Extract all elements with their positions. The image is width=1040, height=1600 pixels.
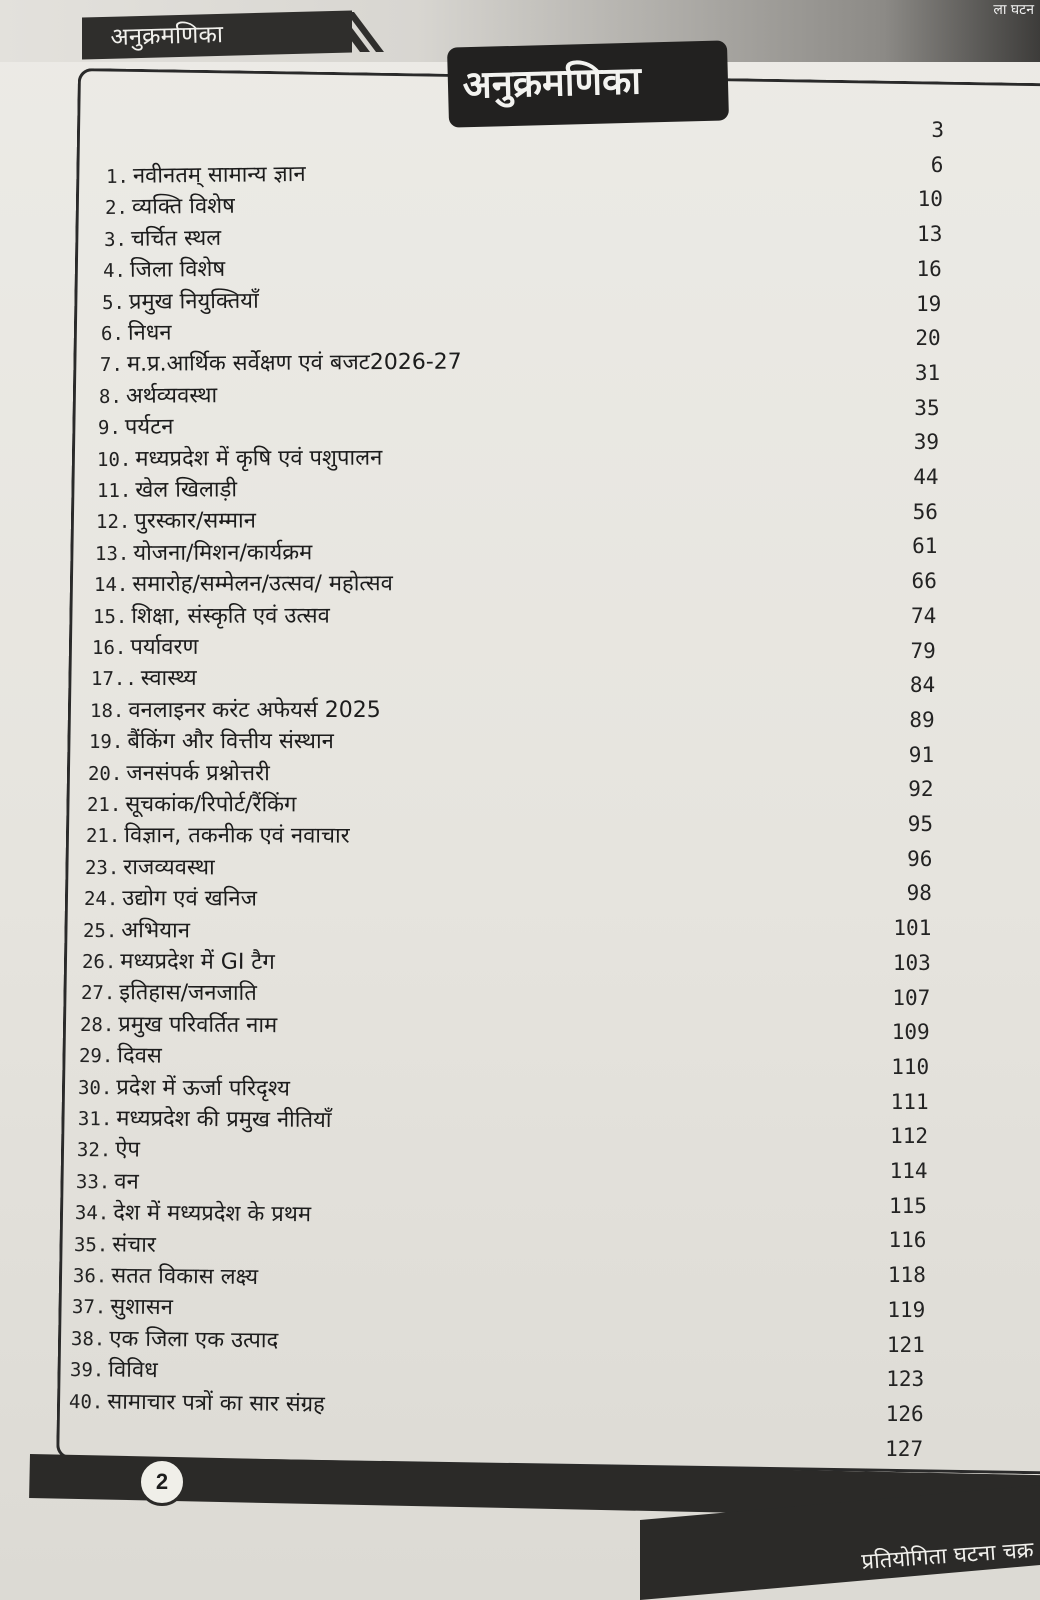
toc-item-title: नवीनतम् सामान्य ज्ञान: [132, 161, 306, 189]
toc-page-number: 79: [910, 638, 936, 663]
toc-item-number: 6.: [101, 322, 125, 345]
toc-item: [99, 379, 217, 410]
toc-item: [73, 1259, 258, 1291]
toc-item-number: 21.: [86, 794, 122, 817]
toc-item-number: 4.: [103, 259, 127, 283]
toc-item: [92, 631, 198, 661]
toc-item: [94, 567, 393, 598]
toc-page-number: 127: [885, 1436, 924, 1461]
toc-item-number: 26.: [82, 951, 117, 974]
toc-page-number: 44: [913, 465, 939, 489]
toc-item-number: 30.: [78, 1076, 113, 1099]
toc-item-number: 36.: [72, 1265, 108, 1288]
toc-item-number: 1.: [105, 165, 130, 188]
toc-item: [91, 662, 197, 692]
toc-item: [85, 851, 215, 881]
toc-item-number: 10.: [97, 448, 132, 471]
toc-item-title: खेल खिलाड़ी: [134, 477, 237, 503]
toc-item: [105, 190, 235, 221]
toc-item: [81, 976, 257, 1007]
toc-item-title: जिला विशेष: [129, 257, 226, 283]
toc-item-number: 13.: [94, 542, 129, 565]
toc-item-number: 35.: [73, 1233, 109, 1256]
toc-item: [90, 694, 381, 724]
toc-item-number: 2.: [104, 197, 129, 220]
toc-item-number: 29.: [79, 1045, 114, 1068]
toc-page-number: 35: [914, 395, 940, 420]
toc-item: [89, 725, 334, 755]
toc-item-number: 16.: [91, 636, 127, 659]
toc-item: [101, 316, 172, 347]
toc-item: [95, 536, 312, 567]
toc-item-title: बैंकिंग और वित्तीय संस्थान: [127, 729, 334, 755]
toc-item-number: 27.: [81, 982, 116, 1005]
toc-page-number: 16: [916, 256, 942, 281]
toc-item-title: दिवस: [117, 1043, 163, 1069]
toc-item: [80, 1008, 277, 1039]
toc-item-title: देश में मध्यप्रदेश के प्रथम: [112, 1200, 311, 1228]
toc-page-number: 96: [907, 846, 933, 871]
toc-item-title: पर्यटन: [125, 414, 174, 441]
toc-item-number: 9.: [98, 417, 122, 440]
toc-item-title: जनसंपर्क प्रश्नोत्तरी: [126, 760, 270, 786]
toc-item-title: उद्योग एवं खनिज: [122, 886, 258, 912]
toc-page-number: 107: [892, 985, 931, 1010]
toc-page-number: 123: [886, 1367, 925, 1392]
toc-item-title: सामाचार पत्रों का सार संग्रह: [107, 1389, 325, 1418]
toc-page-number: 31: [914, 360, 941, 385]
toc-item-number: 23.: [85, 856, 120, 879]
toc-page-number: 20: [915, 326, 941, 351]
toc-page-number: 89: [909, 707, 935, 732]
toc-item: [84, 882, 257, 913]
toc-page-number: 103: [892, 950, 931, 975]
toc-item-number: 21.: [86, 825, 121, 848]
toc-item-title: सतत विकास लक्ष्य: [110, 1263, 258, 1291]
toc-item: [88, 757, 270, 787]
toc-item-title: सूचकांक/रिपोर्ट/रैंकिंग: [125, 792, 297, 818]
toc-item-number: 25.: [83, 919, 118, 942]
toc-item-number: 34.: [74, 1202, 110, 1225]
toc-item: [86, 819, 350, 850]
toc-item-number: 24.: [84, 888, 119, 911]
toc-item-title: मध्यप्रदेश में कृषि एवं पशुपालन: [135, 445, 383, 472]
toc-item-number: 14.: [93, 574, 129, 597]
toc-page-number: 119: [887, 1297, 926, 1322]
toc-item-number: 38.: [70, 1327, 106, 1351]
toc-item-number: 33.: [75, 1170, 111, 1194]
toc-page-number: 112: [890, 1124, 929, 1149]
toc-item-title: विविध: [108, 1357, 158, 1384]
toc-page-number: 6: [930, 152, 944, 177]
toc-item-title: इतिहास/जनजाति: [119, 980, 258, 1007]
toc-item-title: संचार: [111, 1231, 156, 1258]
toc-item-number: 20.: [87, 762, 123, 785]
toc-page-number: 121: [886, 1332, 925, 1357]
toc-item-title: पुरस्कार/सम्मान: [133, 508, 256, 535]
toc-item-title: ऐप: [114, 1137, 140, 1163]
toc-item-title: मध्यप्रदेश की प्रमुख नीतियाँ: [115, 1106, 332, 1133]
toc-page-number: 56: [912, 499, 938, 524]
toc-item-title: विज्ञान, तकनीक एवं नवाचार: [124, 823, 350, 850]
toc-page-number: 115: [889, 1193, 927, 1218]
toc-item: [77, 1102, 331, 1134]
toc-page-number: 66: [911, 569, 937, 594]
toc-item-number: 17..: [90, 668, 137, 691]
toc-item: [78, 1071, 290, 1103]
toc-item-title: म.प्र.आर्थिक सर्वेक्षण एवं बजट2026-27: [127, 349, 463, 378]
toc-item-title: प्रमुख नियुक्तियाँ: [128, 288, 260, 315]
toc-page-number: 126: [885, 1401, 924, 1426]
brand-name: प्रतियोगिता घटना चक्र: [860, 1537, 1035, 1575]
page-heading: अनुक्रमणिका: [462, 58, 642, 107]
toc-item-number: 11.: [96, 479, 131, 502]
toc-page-number: 118: [887, 1263, 926, 1288]
toc-page-number: 114: [889, 1159, 928, 1183]
toc-page-number: 110: [891, 1054, 930, 1079]
toc-item: [75, 1165, 138, 1196]
toc-item-title: मध्यप्रदेश में GI टैग: [120, 949, 276, 975]
toc-page-number: 98: [906, 881, 932, 906]
toc-page-number: 3: [931, 118, 944, 142]
toc-item-number: 32.: [76, 1139, 111, 1162]
toc-item-title: योजना/मिशन/कार्यक्रम: [132, 540, 312, 566]
toc-page-number: 111: [890, 1089, 929, 1114]
toc-item-number: 40.: [68, 1390, 104, 1414]
toc-item: [83, 914, 190, 944]
toc-page-number: 13: [917, 222, 943, 247]
toc-item-number: 7.: [100, 354, 124, 377]
toc-item: [100, 346, 462, 378]
toc-item: [72, 1290, 173, 1321]
toc-item-number: 12.: [95, 511, 130, 534]
toc-item: [71, 1322, 279, 1355]
toc-item-number: 31.: [77, 1108, 112, 1131]
toc-page-number: 19: [915, 291, 942, 316]
toc-item-title: स्वास्थ्य: [140, 666, 197, 692]
toc-item: [102, 284, 259, 315]
toc-item-number: 18.: [89, 699, 125, 722]
toc-page-number: 39: [913, 430, 940, 455]
toc-page-number: 116: [888, 1228, 927, 1253]
toc-item-title: पर्यावरण: [130, 634, 199, 660]
toc-item: [74, 1228, 156, 1259]
toc-item-title: राजव्यवस्था: [123, 854, 215, 881]
toc-item: [104, 222, 221, 253]
toc-page-number: 95: [907, 812, 933, 836]
toc-item-title: चर्चित स्थल: [130, 225, 222, 252]
toc-item-title: निधन: [128, 320, 172, 346]
page-number-badge: 2: [138, 1458, 186, 1506]
toc-item-number: 37.: [71, 1296, 107, 1319]
corner-text: ला घटन: [993, 2, 1034, 18]
section-title: अनुक्रमणिका: [110, 20, 224, 51]
toc-item-number: 3.: [104, 228, 128, 251]
toc-page-number: 109: [891, 1020, 930, 1045]
toc-item-number: 8.: [99, 385, 123, 408]
toc-item-number: 19.: [88, 731, 124, 754]
toc-item: [106, 158, 306, 190]
toc-item-number: 15.: [92, 605, 128, 628]
toc-item-title: शिक्षा, संस्कृति एवं उत्सव: [130, 603, 330, 629]
toc-item-title: वनलाइनर करंट अफेयर्स 2025: [128, 697, 381, 723]
toc-item: [82, 945, 275, 976]
toc-item-number: 28.: [80, 1013, 115, 1037]
toc-item-number: 39.: [69, 1359, 105, 1382]
toc-item-title: समारोह/सम्मेलन/उत्सव/ महोत्सव: [131, 571, 393, 598]
toc-item: [79, 1039, 162, 1070]
toc-item-title: सुशासन: [109, 1294, 173, 1321]
toc-page-number: 101: [893, 916, 932, 941]
toc-page-number: 92: [908, 777, 934, 802]
toc-item-title: अर्थव्यवस्था: [126, 383, 218, 409]
toc-item: [97, 441, 382, 472]
toc-page-number: 84: [909, 673, 936, 698]
toc-item-title: प्रदेश में ऊर्जा परिदृश्य: [116, 1074, 291, 1102]
toc-item-title: वन: [113, 1169, 139, 1195]
toc-page-number: 61: [912, 534, 938, 559]
toc-item-title: व्यक्ति विशेष: [131, 194, 235, 221]
toc-item-title: एक जिला एक उत्पाद: [108, 1326, 279, 1354]
toc-item: [95, 505, 255, 536]
toc-item-title: अभियान: [121, 917, 191, 944]
toc-item: [87, 788, 297, 818]
toc-item-number: 5.: [102, 291, 126, 314]
toc-page-number: 74: [911, 603, 937, 628]
toc-item: [74, 1196, 310, 1228]
toc-item: [103, 253, 225, 284]
toc-item: [76, 1133, 139, 1164]
toc-item: [98, 411, 174, 441]
toc-item: [69, 1385, 325, 1418]
toc-item: [70, 1353, 158, 1384]
toc-item-title: प्रमुख परिवर्तित नाम: [118, 1012, 278, 1038]
toc-item: [93, 599, 330, 629]
toc-page-number: 10: [917, 187, 943, 212]
toc-page-number: 91: [908, 742, 935, 767]
toc-item: [96, 473, 236, 504]
